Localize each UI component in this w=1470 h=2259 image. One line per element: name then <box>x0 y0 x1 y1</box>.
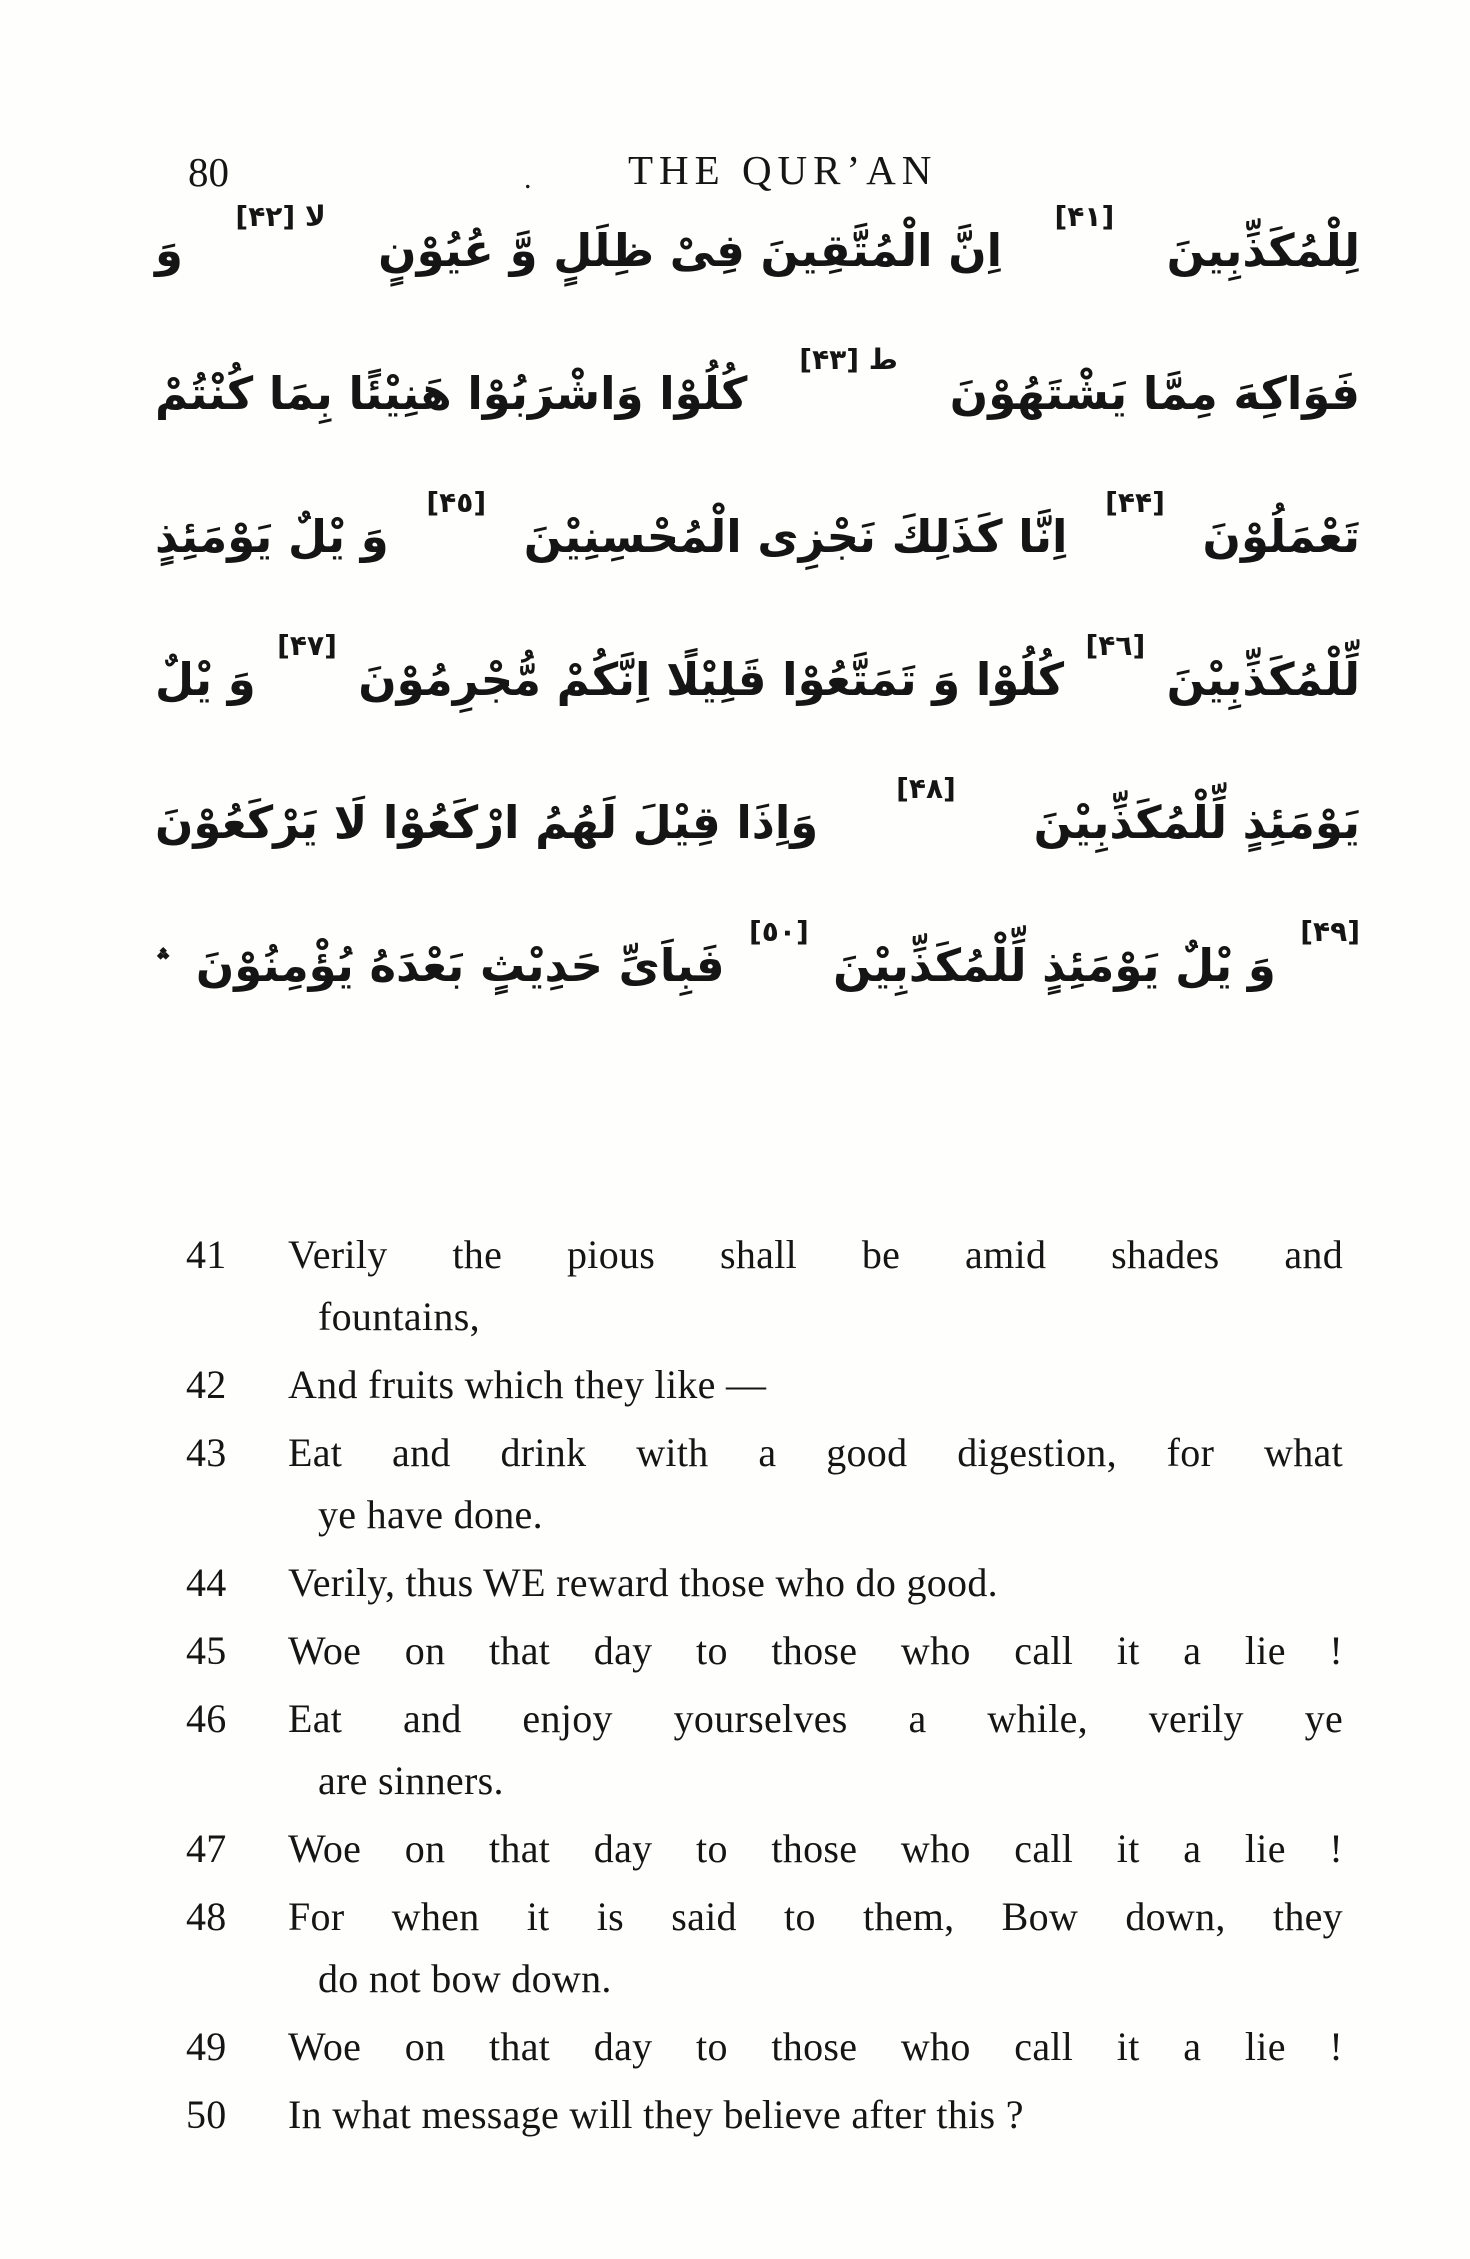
verse-row <box>186 1552 1343 1614</box>
arabic-text-segment: اِنَّا كَذَلِكَ نَجْزِى الْمُحْسِنِيْنَ <box>523 510 1068 563</box>
arabic-text-segment: فَوَاكِهَ مِمَّا يَشْتَهُوْنَ <box>949 367 1360 420</box>
arabic-text-block <box>155 200 1360 1084</box>
arabic-line <box>155 629 1360 798</box>
arabic-text-segment: وَ يْلٌ يَوْمَئِذٍ <box>155 510 389 563</box>
verse-row <box>186 1620 1343 1682</box>
arabic-line <box>155 200 1360 369</box>
verse-line: are sinners. <box>318 1758 504 1803</box>
verse-number-marker: [۴٩] <box>1300 915 1360 948</box>
verse-row <box>186 2084 1343 2146</box>
verse-number: 47 <box>186 1826 227 1871</box>
arabic-text-segment: كُلُوْا وَاشْرَبُوْا هَنِيْئًا بِمَا كُنْتُمْ <box>155 367 748 420</box>
verse-number-marker: [۴١] <box>1054 200 1115 233</box>
verse-line: And fruits which they like — <box>288 1362 767 1407</box>
arabic-text-segment: وَاِذَا قِيْلَ لَهُمُ ارْكَعُوْا لَا يَرْكَعُوْنَ <box>155 796 819 849</box>
verse-row <box>186 1224 1343 1348</box>
verse-line: Woe on that day to those who call it a lie ! <box>288 1628 1343 1673</box>
ink-dot-artifact: . <box>524 162 532 195</box>
verse-line: Eat and enjoy yourselves a while, verily ye <box>288 1696 1343 1741</box>
arabic-text-segment: فَبِاَىِّ حَدِيْثٍ بَعْدَهُ يُؤْمِنُوْنَ <box>195 939 725 992</box>
arabic-line <box>155 915 1360 1084</box>
english-translation-block <box>186 1224 1343 2152</box>
arabic-text-segment: لِّلْمُكَذِّبِيْنَ <box>1166 653 1360 706</box>
verse-line: Woe on that day to those who call it a lie ! <box>288 1826 1343 1871</box>
arabic-line <box>155 343 1360 512</box>
arabic-text-segment: وَ يْلٌ <box>155 653 256 706</box>
section-end-mark: ؞ <box>155 945 172 978</box>
verse-line: Eat and drink with a good digestion, for what <box>288 1430 1343 1475</box>
verse-number: 49 <box>186 2024 227 2069</box>
arabic-text-segment: اِنَّ الْمُتَّقِينَ فِىْ ظِلَلٍ وَّ عُيُوْنٍ <box>378 224 1003 277</box>
arabic-text-segment: تَعْمَلُوْنَ <box>1202 510 1360 563</box>
verse-line: Verily the pious shall be amid shades and <box>288 1232 1343 1277</box>
verse-number-marker: [۴۴] <box>1105 486 1165 519</box>
arabic-text-segment: لِلْمُكَذِّبِينَ <box>1166 224 1360 277</box>
verse-number: 50 <box>186 2092 227 2137</box>
verse-number: 41 <box>186 1232 227 1277</box>
verse-number-marker: [۴٦] <box>1085 629 1146 662</box>
arabic-text-segment: كُلُوْا وَ تَمَتَّعُوْا قَلِيْلًا اِنَّكُمْ مُّجْرِمُوْنَ <box>358 653 1065 706</box>
verse-line: ye have done. <box>318 1492 543 1537</box>
verse-number: 43 <box>186 1430 227 1475</box>
verse-line: Verily, thus WE reward those who do good. <box>288 1560 998 1605</box>
verse-line: For when it is said to them, Bow down, they <box>288 1894 1343 1939</box>
verse-number-marker: ط [۴٣] <box>799 343 898 376</box>
arabic-text-segment: يَوْمَئِذٍ لِّلْمُكَذِّبِيْنَ <box>1033 796 1360 849</box>
verse-row <box>186 1688 1343 1812</box>
verse-number: 48 <box>186 1894 227 1939</box>
verse-number-marker: [٥٠] <box>748 915 809 948</box>
verse-row <box>186 1886 1343 2010</box>
verse-row <box>186 1818 1343 1880</box>
verse-line: fountains, <box>318 1294 480 1339</box>
page-number: 80 <box>188 149 229 195</box>
verse-number-marker: لا [۴٢] <box>235 200 326 233</box>
verse-number: 46 <box>186 1696 227 1741</box>
verse-number: 45 <box>186 1628 227 1673</box>
verse-number: 44 <box>186 1560 227 1605</box>
verse-number: 42 <box>186 1362 227 1407</box>
verse-line: do not bow down. <box>318 1956 612 2001</box>
verse-line: Woe on that day to those who call it a lie ! <box>288 2024 1343 2069</box>
arabic-text-segment: وَ <box>155 224 183 277</box>
verse-line: In what message will they believe after this ? <box>288 2092 1024 2137</box>
verse-number-marker: [۴٥] <box>426 486 487 519</box>
verse-row <box>186 1422 1343 1546</box>
verse-number-marker: [۴٧] <box>277 629 337 662</box>
arabic-text-segment: وَ يْلٌ يَوْمَئِذٍ لِّلْمُكَذِّبِيْنَ <box>833 939 1276 992</box>
verse-row <box>186 1354 1343 1416</box>
verse-number-marker: [۴٨] <box>896 772 956 805</box>
page-title: THE QUR’AN <box>628 147 938 193</box>
verse-row <box>186 2016 1343 2078</box>
